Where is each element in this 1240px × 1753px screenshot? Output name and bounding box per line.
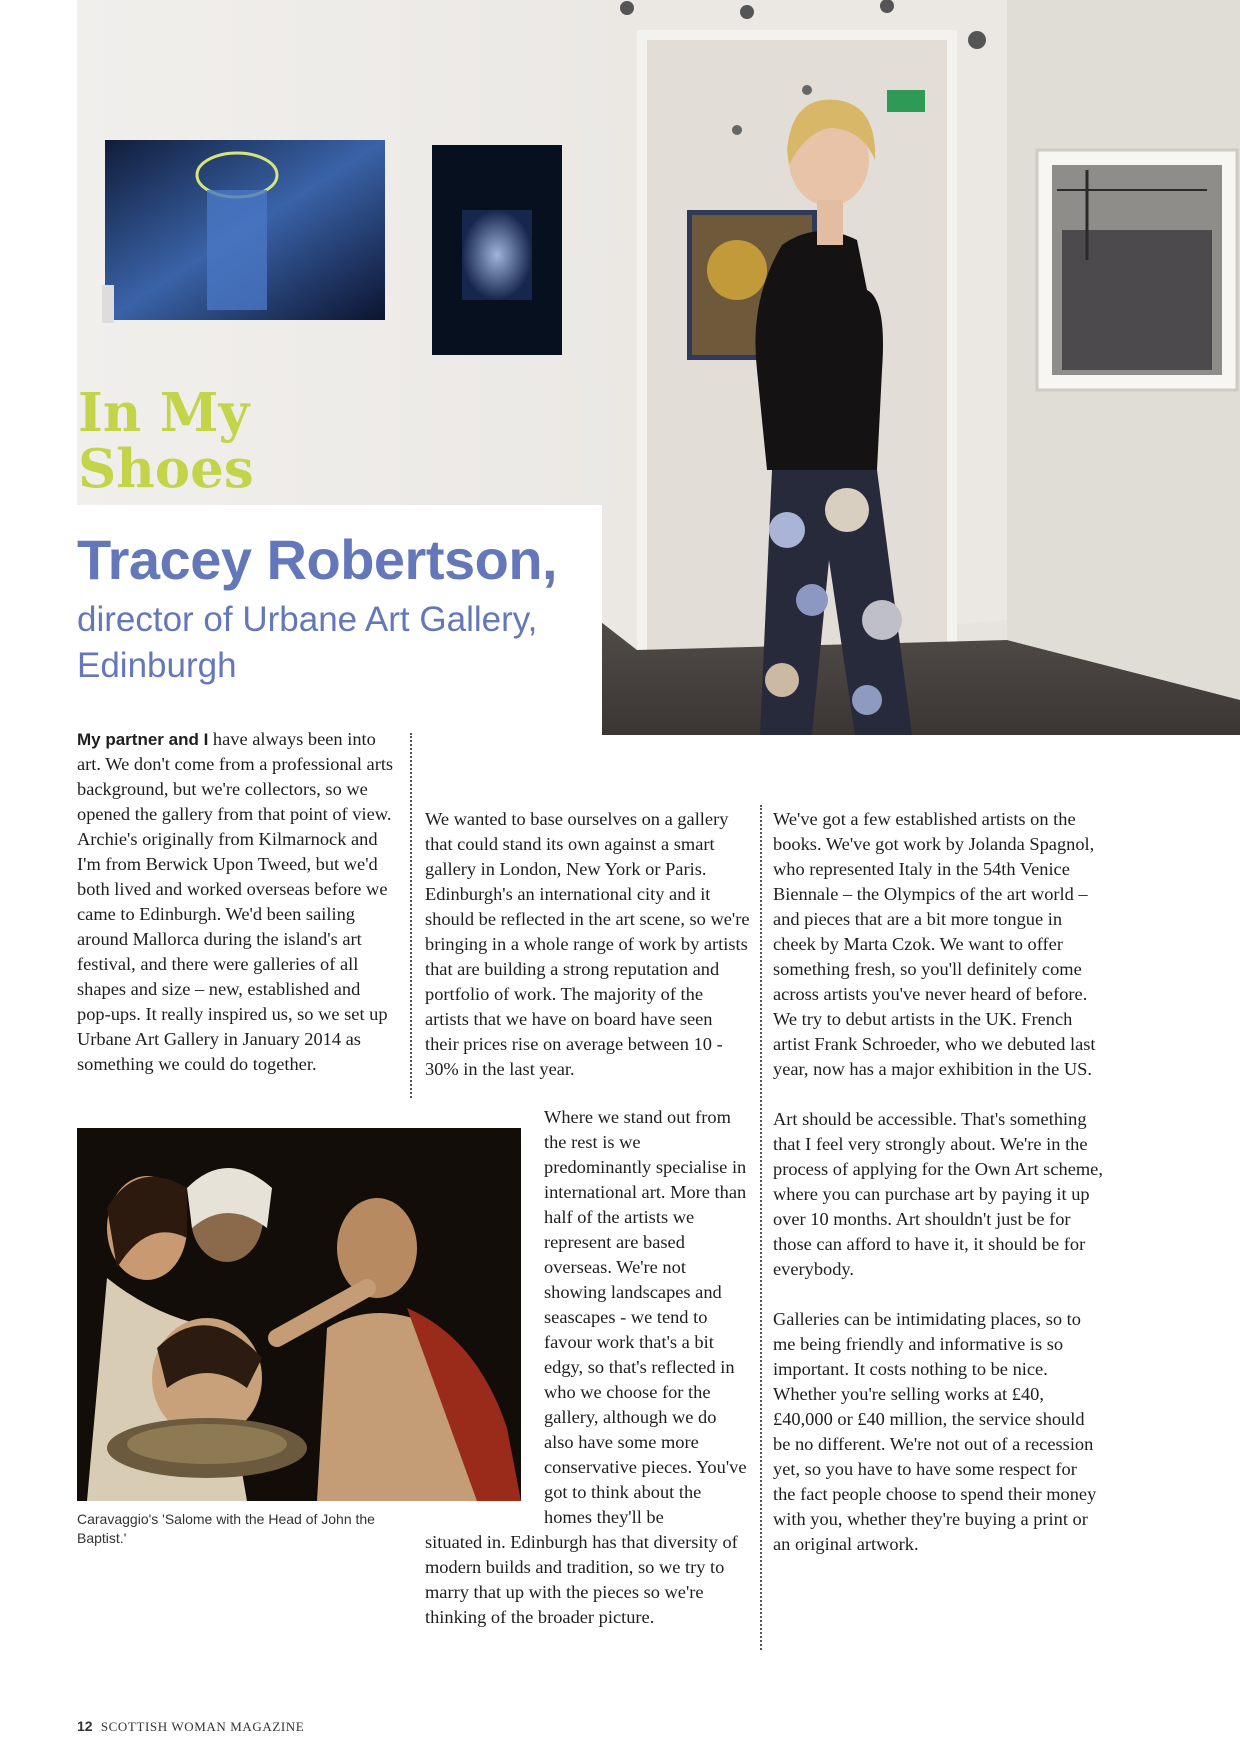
col1-text: have always been into art. We don't come from a professional arts background, but we're collectors, so we opened the gallery from that point of view. Archie's originally from Kilmarnock and I'm from Berwick Upon Tweed, but we'd both lived and worked overseas before we came to Edinburgh. We'd been sailing around Mallorca during the island's art festival, and there were galleries of all shapes and size – new, established and pop-ups. It really inspired us, so we set up Urbane Art Gallery in January 2014 as something we could do together. [77,729,394,1074]
section-kicker [78,382,254,500]
interviewee-name: Tracey Robertson, [77,528,558,591]
col3-paragraph-1: We've got a few established artists on the books. We've got work by Jolanda Spagnol, who represented Italy in the 54th Venice Biennale – the Olympics of the art world – and pieces that are a bit more tongue in cheek by Marta Czok. We want to offer something fresh, so you'll definitely come across artists you've never heard of before. We try to debut artists in the UK. French artist Frank Schroeder, who we debuted last year, now has a major exhibition in the US. [773,809,1096,1079]
col3-paragraph-2: Art should be accessible. That's something that I feel very strongly about. We're in the process of applying for the Own Art scheme, where you can purchase art by paying it up over 10 months. Art shouldn't just be for those can afford to have it, it should be for everybody. [773,1109,1103,1279]
lead-in: My partner and I [77,730,209,749]
magazine-name: SCOTTISH WOMAN MAGAZINE [100,1719,305,1734]
column-1 [77,727,397,1077]
page-footer [77,1718,304,1735]
painting-caption: Caravaggio's 'Salome with the Head of John the Baptist.' [77,1511,375,1546]
painting-image [77,1128,521,1501]
column-2 [425,807,750,1082]
page-number: 12 [77,1718,93,1734]
col1-paragraph [77,727,397,1077]
kicker-line-1: In My [78,382,250,444]
column-divider [410,733,412,1098]
col3-paragraph-3: Galleries can be intimidating places, so to me being friendly and informative is so important. It costs nothing to be nice. Whether you're selling works at £40, £40,000 or £40 million, the service should be no different. We're not out of a recession yet, so you have to have some respect for the fact people choose to spend their money with you, whether they're buying a print or an original artwork. [773,1309,1097,1554]
interviewee-role: director of Urbane Art Gallery, Edinburgh [77,600,538,685]
column-divider [760,805,762,1650]
col2-paragraph-2-cont: situated in. Edinburgh has that diversity of modern builds and tradition, so we try to marry that up with the pieces so we're thinking of the broader picture. [425,1532,738,1627]
col2-paragraph-1: We wanted to base ourselves on a gallery that could stand its own against a smart gallery in London, New York or Paris. Edinburgh's an international city and it should be reflected in the art scene, so we're bringing in a whole range of work by artists that are building a strong reputation and portfolio of work. The majority of the artists that we have on board have seen their prices rise on average between 10 - 30% in the last year. [425,809,750,1079]
caravaggio-painting-icon [77,1128,521,1501]
column-3 [773,807,1103,1557]
col2-paragraph-2: Where we stand out from the rest is we predominantly specialise in international art. More than half of the artists we represent are based overseas. We're not showing landscapes and seascapes - we tend to favour work that's a bit edgy, so that's reflected in who we choose for the gallery, although we do also have some more conservative pieces. You've got to think about the homes they'll be [544,1107,747,1527]
kicker-line-2: Shoes [78,438,254,500]
